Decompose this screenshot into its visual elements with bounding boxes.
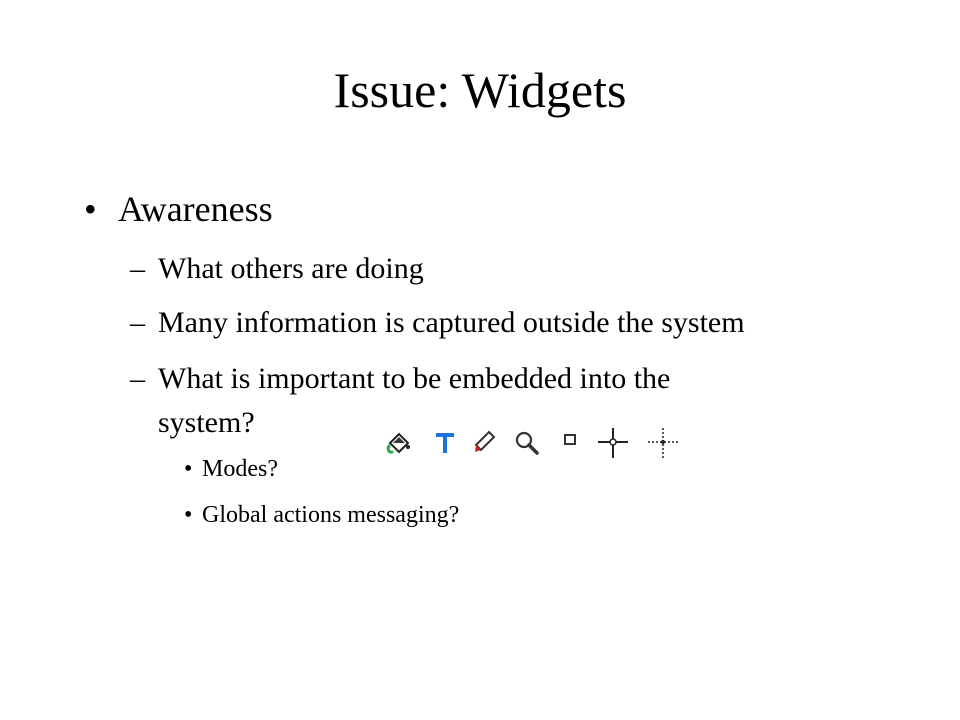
text-tool-icon — [428, 426, 462, 460]
bullet-marker: • — [184, 456, 193, 482]
widget-toolbar-image — [384, 426, 688, 460]
dash-marker: – — [130, 362, 145, 395]
sub-item-label: Many information is captured outside the system — [158, 306, 745, 339]
sub-item-continuation: system? — [158, 406, 255, 439]
sub-item-label: What others are doing — [158, 252, 424, 285]
bullet-label: Awareness — [118, 189, 273, 229]
crosshair-icon — [596, 426, 630, 460]
dash-marker: – — [130, 306, 145, 339]
sub-sub-item-label: Global actions messaging? — [202, 502, 460, 528]
bullet-marker: • — [84, 189, 97, 229]
rectangle-icon — [554, 426, 588, 460]
bullet-marker: • — [184, 502, 193, 528]
magnifier-icon — [510, 426, 544, 460]
slide-title: Issue: Widgets — [333, 62, 627, 118]
paint-bucket-icon — [384, 426, 418, 460]
sub-item-label: What is important to be embedded into the — [158, 362, 671, 395]
pencil-icon — [468, 426, 502, 460]
dotted-crosshair-icon — [646, 426, 680, 460]
dash-marker: – — [130, 252, 145, 285]
sub-sub-item-label: Modes? — [202, 456, 278, 482]
